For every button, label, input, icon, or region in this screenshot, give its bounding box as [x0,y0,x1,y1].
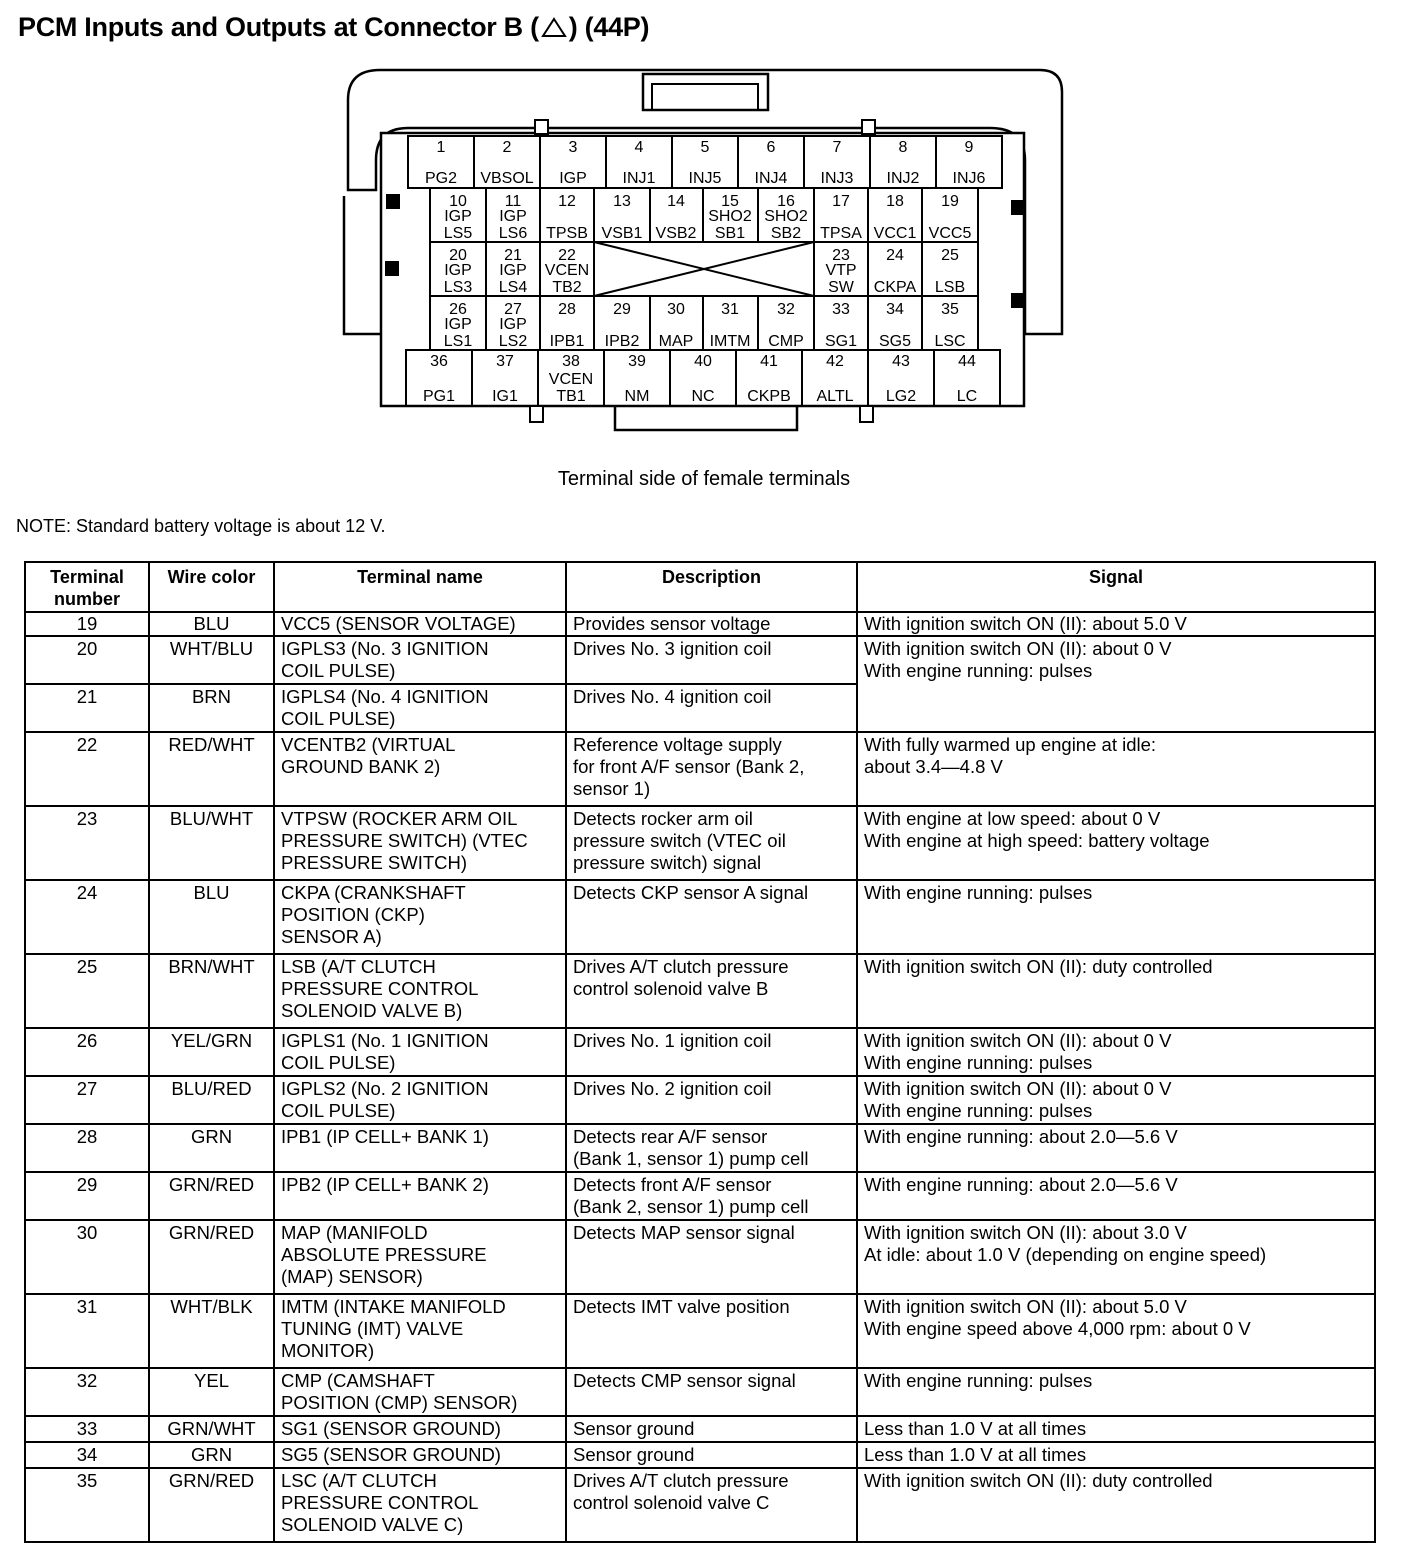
terminal-name-cell-line: IGPLS2 (No. 2 IGNITION [281,1078,489,1099]
signal-cell [857,1416,1375,1442]
terminal-number-cell: 19 [25,612,149,636]
pin-number-2: 2 [502,139,512,156]
terminal-number-cell: 31 [25,1294,149,1368]
pin-number-17: 17 [832,193,850,210]
wire-color-cell: YEL [149,1368,274,1416]
table-row [25,1468,1375,1542]
terminal-name-cell-line: GROUND BANK 2) [281,756,441,777]
terminal-name-cell-line: (MAP) SENSOR) [281,1266,423,1287]
table-row [25,612,1375,636]
description-cell [566,636,857,684]
description-cell [566,1220,857,1294]
pin-number-7: 7 [832,139,842,156]
wire-color-cell: BRN [149,684,274,732]
pin-label-24: CKPA [873,279,917,296]
signal-cell [857,1442,1375,1468]
signal-cell-line: Less than 1.0 V at all times [864,1444,1087,1465]
terminal-number-cell: 33 [25,1416,149,1442]
wire-color-cell: WHT/BLK [149,1294,274,1368]
description-cell-line: (Bank 1, sensor 1) pump cell [573,1148,809,1169]
pin-number-40: 40 [694,353,712,370]
table-row [25,954,1375,1028]
terminal-number-cell: 35 [25,1468,149,1542]
pin-label-17: TPSA [820,225,862,242]
pin-label-21-2: LS4 [498,279,528,296]
description-cell-line: Detects CKP sensor A signal [573,882,809,903]
wire-color-cell: GRN/RED [149,1220,274,1294]
pin-number-10: 10 [449,193,467,210]
signal-cell [857,1294,1375,1368]
description-cell [566,1468,857,1542]
pin-number-5: 5 [700,139,710,156]
terminal-name-cell-line: CMP (CAMSHAFT [281,1370,435,1391]
signal-cell-line: With ignition switch ON (II): duty controlled [864,956,1213,977]
description-cell-line: (Bank 2, sensor 1) pump cell [573,1196,809,1217]
description-cell [566,1442,857,1468]
terminal-number-cell: 22 [25,732,149,806]
signal-cell-line: With ignition switch ON (II): about 5.0 V [864,613,1187,634]
pin-number-42: 42 [826,353,844,370]
wire-color-cell: BLU/WHT [149,806,274,880]
terminal-name-cell-line: SOLENOID VALVE B) [281,1000,463,1021]
table-row [25,1076,1375,1124]
wire-color-cell: BLU/RED [149,1076,274,1124]
description-cell-line: Detects front A/F sensor [573,1174,772,1195]
terminal-name-cell-line: IGPLS3 (No. 3 IGNITION [281,638,489,659]
terminal-number-cell: 26 [25,1028,149,1076]
signal-cell-line: With ignition switch ON (II): about 3.0 V [864,1222,1187,1243]
description-cell-line: pressure switch (VTEC oil [573,830,786,851]
terminal-name-cell-line: COIL PULSE) [281,1052,396,1073]
pin-label-5: INJ5 [688,170,722,187]
signal-cell [857,1076,1375,1124]
table-row [25,1368,1375,1416]
pin-number-41: 41 [760,353,778,370]
connector-diagram [0,0,1408,460]
terminal-name-cell-line: IGPLS1 (No. 1 IGNITION [281,1030,489,1051]
wire-color-cell: WHT/BLU [149,636,274,684]
pin-label-15-2: SB1 [714,225,746,242]
pin-number-4: 4 [634,139,644,156]
pin-number-36: 36 [430,353,448,370]
terminal-number-cell: 34 [25,1442,149,1468]
pin-label-12: TPSB [546,225,588,242]
signal-cell-line: With engine running: pulses [864,1052,1093,1073]
pin-label-38-1: VCEN [548,371,594,388]
header-terminal-name: Terminal name [274,562,566,612]
pin-label-25: LSB [934,279,966,296]
description-cell-line: pressure switch) signal [573,852,762,873]
table-row [25,1416,1375,1442]
description-cell [566,732,857,806]
pin-label-29: IPB2 [604,333,640,350]
signal-cell [857,1172,1375,1220]
signal-cell [857,636,1375,732]
pin-number-26: 26 [449,301,467,318]
wire-color-cell: GRN/WHT [149,1416,274,1442]
pin-label-15-1: SHO2 [708,208,752,225]
terminal-number-cell: 24 [25,880,149,954]
terminal-name-cell [274,1294,566,1368]
terminal-name-cell-line: POSITION (CKP) [281,904,425,925]
signal-cell [857,1220,1375,1294]
signal-cell [857,806,1375,880]
note-text: NOTE: Standard battery voltage is about 12 V. [16,516,386,536]
description-cell-line: Detects IMT valve position [573,1296,790,1317]
wire-color-cell: BLU [149,612,274,636]
terminal-number-cell: 20 [25,636,149,684]
terminal-name-cell [274,1416,566,1442]
signal-cell [857,1368,1375,1416]
wire-color-cell: RED/WHT [149,732,274,806]
description-cell-line: Sensor ground [573,1418,695,1439]
terminal-name-cell [274,880,566,954]
wire-color-cell: GRN/RED [149,1468,274,1542]
pin-label-16-2: SB2 [770,225,802,242]
table-header-row [25,562,1375,612]
pin-label-7: INJ3 [820,170,854,187]
terminal-table [24,561,1376,1543]
signal-cell-line: With ignition switch ON (II): duty controlled [864,1470,1213,1491]
terminal-name-cell-line: VTPSW (ROCKER ARM OIL [281,808,518,829]
pin-number-9: 9 [964,139,974,156]
title-text-start: PCM Inputs and Outputs at Connector B ( [18,12,539,42]
pin-label-6: INJ4 [754,170,788,187]
terminal-name-cell [274,612,566,636]
pin-number-37: 37 [496,353,514,370]
terminal-name-cell [274,1368,566,1416]
pin-label-22-2: TB2 [552,279,582,296]
terminal-name-cell-line: IPB1 (IP CELL+ BANK 1) [281,1126,489,1147]
signal-cell-line: At idle: about 1.0 V (depending on engine speed) [864,1244,1267,1265]
terminal-number-cell: 29 [25,1172,149,1220]
terminal-name-cell-line: PRESSURE CONTROL [281,1492,479,1513]
terminal-name-cell-line: COIL PULSE) [281,660,396,681]
signal-cell-line: With engine at high speed: battery voltage [864,830,1210,851]
pin-number-29: 29 [613,301,631,318]
signal-cell-line: With ignition switch ON (II): about 0 V [864,638,1172,659]
description-cell-line: for front A/F sensor (Bank 2, [573,756,805,777]
terminal-name-cell-line: LSB (A/T CLUTCH [281,956,436,977]
pin-label-10-2: LS5 [443,225,473,242]
terminal-number-cell: 25 [25,954,149,1028]
description-cell-line: Drives No. 2 ignition coil [573,1078,772,1099]
pin-label-43: LG2 [885,388,917,405]
signal-cell-line: With ignition switch ON (II): about 5.0 V [864,1296,1187,1317]
description-cell [566,1076,857,1124]
description-cell-line: Drives A/T clutch pressure [573,956,789,977]
pin-number-34: 34 [886,301,904,318]
pin-label-22-1: VCEN [544,262,590,279]
terminal-name-cell-line: SOLENOID VALVE C) [281,1514,464,1535]
table-row [25,806,1375,880]
header-terminal-text: Terminal [50,567,124,587]
terminal-name-cell [274,1468,566,1542]
table-row [25,880,1375,954]
description-cell-line: Drives No. 3 ignition coil [573,638,772,659]
terminal-name-cell [274,1076,566,1124]
signal-cell-line: With ignition switch ON (II): about 0 V [864,1030,1172,1051]
pin-number-44: 44 [958,353,976,370]
terminal-name-cell [274,1124,566,1172]
pin-number-19: 19 [941,193,959,210]
terminal-name-cell [274,1220,566,1294]
terminal-name-cell-line: PRESSURE SWITCH) (VTEC [281,830,528,851]
pin-label-40: NC [691,388,715,405]
terminal-name-cell-line: SG1 (SENSOR GROUND) [281,1418,501,1439]
pin-label-13: VSB1 [601,225,643,242]
table-row [25,732,1375,806]
header-number-text: number [53,589,120,609]
table-row [25,1294,1375,1368]
description-cell-line: sensor 1) [573,778,651,799]
pin-label-38-2: TB1 [556,388,586,405]
description-cell [566,806,857,880]
pin-number-33: 33 [832,301,850,318]
terminal-name-cell [274,684,566,732]
description-cell-line: Detects CMP sensor signal [573,1370,796,1391]
pin-label-11-2: LS6 [498,225,528,242]
table-row [25,1028,1375,1076]
signal-cell-line: With engine running: about 2.0—5.6 V [864,1174,1178,1195]
signal-cell [857,612,1375,636]
pin-label-44: LC [956,388,978,405]
pin-label-37: IG1 [492,388,518,405]
signal-cell [857,1124,1375,1172]
pin-label-2: VBSOL [480,170,534,187]
signal-cell-line: about 3.4—4.8 V [864,756,1003,777]
description-cell [566,1416,857,1442]
pin-label-35: LSC [934,333,966,350]
terminal-name-cell [274,806,566,880]
description-cell [566,1028,857,1076]
pin-label-28: IPB1 [549,333,585,350]
description-cell [566,880,857,954]
pin-number-21: 21 [504,247,522,264]
wire-color-cell: GRN/RED [149,1172,274,1220]
wire-color-cell: GRN [149,1124,274,1172]
pin-number-30: 30 [667,301,685,318]
pin-label-42: ALTL [816,388,854,405]
table-row [25,1172,1375,1220]
header-wire-color: Wire color [149,562,274,612]
pin-number-39: 39 [628,353,646,370]
terminal-name-cell [274,636,566,684]
pin-number-8: 8 [898,139,908,156]
terminal-name-cell [274,954,566,1028]
pin-number-14: 14 [667,193,685,210]
signal-cell [857,1468,1375,1542]
description-cell-line: Detects MAP sensor signal [573,1222,795,1243]
description-cell [566,684,857,732]
terminal-name-cell-line: IMTM (INTAKE MANIFOLD [281,1296,506,1317]
terminal-name-cell-line: SENSOR A) [281,926,382,947]
wire-color-cell: GRN [149,1442,274,1468]
terminal-name-cell-line: COIL PULSE) [281,708,396,729]
pin-label-8: INJ2 [886,170,920,187]
pin-label-36: PG1 [422,388,456,405]
description-cell [566,1368,857,1416]
terminal-name-cell-line: MONITOR) [281,1340,375,1361]
wire-color-cell: BRN/WHT [149,954,274,1028]
terminal-number-cell: 32 [25,1368,149,1416]
description-cell [566,1294,857,1368]
terminal-name-cell-line: VCC5 (SENSOR VOLTAGE) [281,613,516,634]
pin-label-16-1: SHO2 [764,208,808,225]
pin-number-27: 27 [504,301,522,318]
pin-number-18: 18 [886,193,904,210]
terminal-number-cell: 23 [25,806,149,880]
pin-label-1: PG2 [424,170,458,187]
pin-label-26-1: IGP [444,316,472,333]
pin-label-3: IGP [559,170,587,187]
terminal-name-cell-line: TUNING (IMT) VALVE [281,1318,464,1339]
signal-cell-line: With engine at low speed: about 0 V [864,808,1161,829]
terminal-name-cell-line: POSITION (CMP) SENSOR) [281,1392,518,1413]
pin-number-13: 13 [613,193,631,210]
pin-number-12: 12 [558,193,576,210]
wire-color-cell: BLU [149,880,274,954]
terminal-name-cell-line: IPB2 (IP CELL+ BANK 2) [281,1174,489,1195]
description-cell-line: control solenoid valve B [573,978,769,999]
pin-number-38: 38 [562,353,580,370]
signal-cell [857,732,1375,806]
signal-cell-line: With fully warmed up engine at idle: [864,734,1157,755]
header-terminal-number [25,562,149,612]
table-row [25,1124,1375,1172]
pin-label-23-2: SW [828,279,854,296]
description-cell-line: Sensor ground [573,1444,695,1465]
signal-cell-line: With engine running: pulses [864,1370,1093,1391]
pin-label-18: VCC1 [873,225,917,242]
terminal-name-cell-line: PRESSURE SWITCH) [281,852,468,873]
pin-number-24: 24 [886,247,904,264]
description-cell-line: Detects rear A/F sensor [573,1126,768,1147]
pin-label-31: IMTM [709,333,751,350]
terminal-name-cell-line: PRESSURE CONTROL [281,978,479,999]
terminal-name-cell-line: LSC (A/T CLUTCH [281,1470,437,1491]
pin-number-31: 31 [721,301,739,318]
pin-label-11-1: IGP [499,208,527,225]
signal-cell-line: With engine running: pulses [864,882,1093,903]
signal-cell-line: Less than 1.0 V at all times [864,1418,1087,1439]
pin-label-9: INJ6 [952,170,986,187]
header-description: Description [566,562,857,612]
description-cell [566,612,857,636]
pin-number-35: 35 [941,301,959,318]
description-cell [566,1172,857,1220]
terminal-number-cell: 30 [25,1220,149,1294]
pin-label-21-1: IGP [499,262,527,279]
pin-number-15: 15 [721,193,739,210]
pin-label-4: INJ1 [622,170,656,187]
pin-number-22: 22 [558,247,576,264]
pin-number-1: 1 [436,139,446,156]
wire-color-cell: YEL/GRN [149,1028,274,1076]
pin-label-20-2: LS3 [443,279,473,296]
description-cell [566,1124,857,1172]
pin-label-14: VSB2 [655,225,697,242]
table-row [25,1220,1375,1294]
pin-label-34: SG5 [878,333,912,350]
signal-cell-line: With engine running: pulses [864,1100,1093,1121]
signal-cell-line: With engine running: about 2.0—5.6 V [864,1126,1178,1147]
signal-cell [857,1028,1375,1076]
pin-number-28: 28 [558,301,576,318]
terminal-name-cell [274,1442,566,1468]
pin-number-23: 23 [832,247,850,264]
description-cell-line: Drives No. 1 ignition coil [573,1030,772,1051]
pin-label-23-1: VTP [825,262,857,279]
table-row [25,636,1375,684]
pin-number-32: 32 [777,301,795,318]
pin-label-27-2: LS2 [498,333,528,350]
pin-label-30: MAP [658,333,694,350]
pin-label-39: NM [624,388,650,405]
terminal-name-cell [274,1172,566,1220]
terminal-number-cell: 21 [25,684,149,732]
pin-number-3: 3 [568,139,578,156]
pin-label-19: VCC5 [928,225,972,242]
pin-label-41: CKPB [747,388,791,405]
terminal-number-cell: 28 [25,1124,149,1172]
description-cell-line: Drives No. 4 ignition coil [573,686,772,707]
pin-number-43: 43 [892,353,910,370]
diagram-caption: Terminal side of female terminals [557,468,851,490]
signal-cell [857,954,1375,1028]
terminal-name-cell-line: VCENTB2 (VIRTUAL [281,734,456,755]
pin-label-20-1: IGP [444,262,472,279]
description-cell-line: Provides sensor voltage [573,613,771,634]
pin-number-11: 11 [504,193,522,210]
terminal-name-cell [274,732,566,806]
terminal-name-cell-line: ABSOLUTE PRESSURE [281,1244,487,1265]
header-signal: Signal [857,562,1375,612]
description-cell-line: Detects rocker arm oil [573,808,753,829]
pin-number-16: 16 [777,193,795,210]
description-cell-line: Drives A/T clutch pressure [573,1470,789,1491]
terminal-name-cell-line: CKPA (CRANKSHAFT [281,882,466,903]
terminal-name-cell-line: IGPLS4 (No. 4 IGNITION [281,686,489,707]
terminal-name-cell [274,1028,566,1076]
table-row [25,1442,1375,1468]
pin-label-10-1: IGP [444,208,472,225]
signal-cell-line: With engine speed above 4,000 rpm: about 0 V [864,1318,1251,1339]
signal-cell-line: With ignition switch ON (II): about 0 V [864,1078,1172,1099]
description-cell-line: control solenoid valve C [573,1492,770,1513]
pin-number-6: 6 [766,139,776,156]
title-text-end: ) (44P) [568,12,650,42]
description-cell-line: Reference voltage supply [573,734,782,755]
pin-number-25: 25 [941,247,959,264]
signal-cell-line: With engine running: pulses [864,660,1093,681]
pin-label-32: CMP [768,333,804,350]
pin-label-26-2: LS1 [443,333,473,350]
pin-label-27-1: IGP [499,316,527,333]
description-cell [566,954,857,1028]
terminal-name-cell-line: COIL PULSE) [281,1100,396,1121]
terminal-name-cell-line: MAP (MANIFOLD [281,1222,428,1243]
terminal-name-cell-line: SG5 (SENSOR GROUND) [281,1444,501,1465]
terminal-number-cell: 27 [25,1076,149,1124]
pin-label-33: SG1 [824,333,858,350]
pin-number-20: 20 [449,247,467,264]
signal-cell [857,880,1375,954]
